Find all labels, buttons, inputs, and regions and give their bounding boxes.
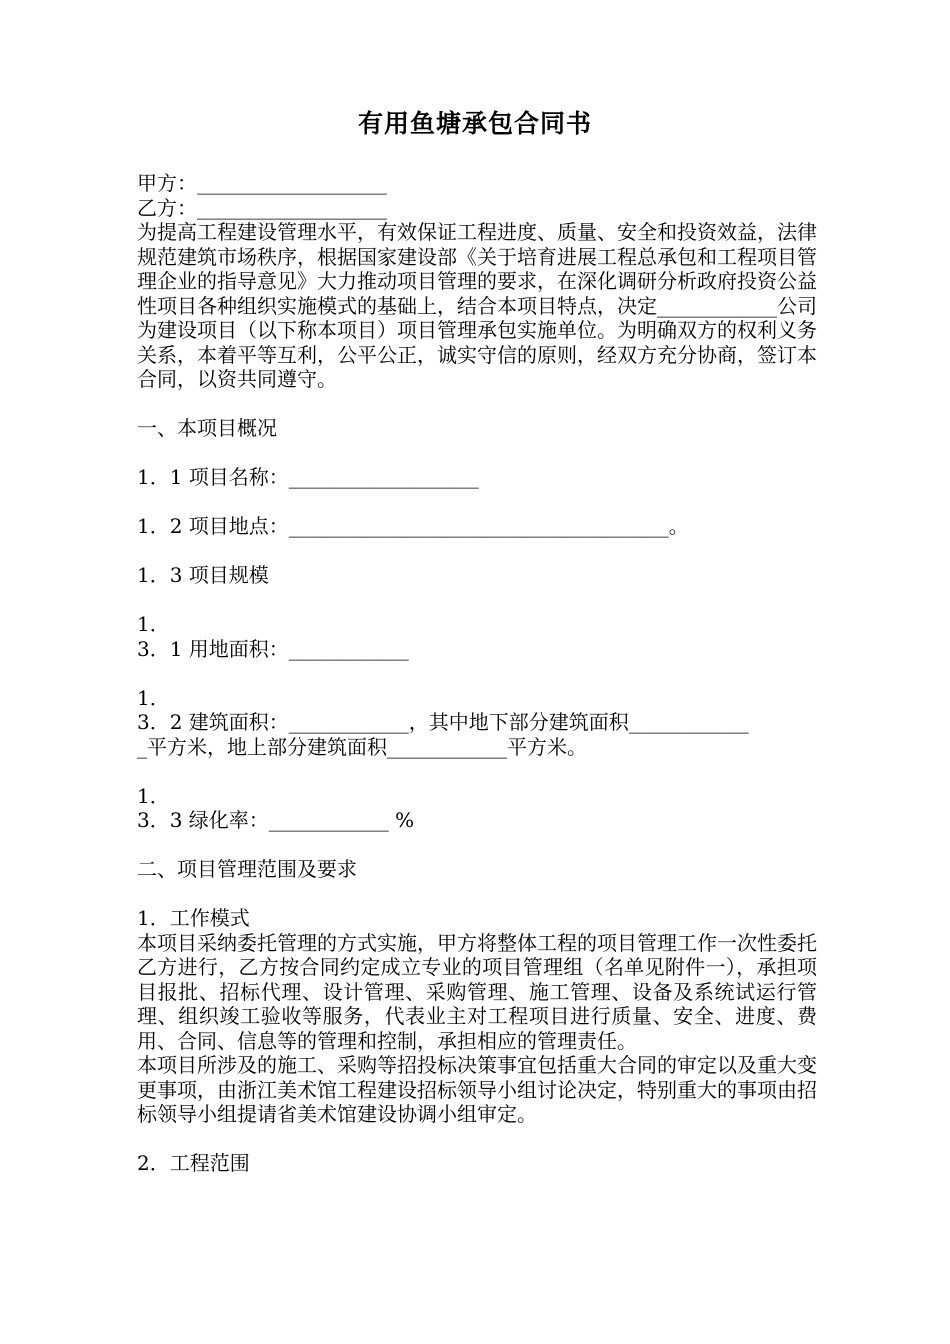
party-b-line: 乙方：___________________: [137, 195, 387, 220]
section-1-heading: 一、本项目概况: [137, 416, 277, 440]
item-1-3-3-prefix: 1．: [137, 783, 170, 808]
item-2-2: 2．工程范围: [137, 1151, 250, 1175]
work-mode-paragraph-1: 本项目采纳委托管理的方式实施，甲方将整体工程的项目管理工作一次性委托乙方进行，乙方按合同约定成立专业的项目管理组（名单见附件一），承担项目报批、招标代理、设计管理、采购管理、施工管理、设备及系统试运行管理、组织竣工验收等服务，代表业主对工程项目进行质量、安全、进度、费用、合同、信息等的管理和控制，承担相应的管理责任。: [137, 930, 817, 1053]
work-mode-paragraph-2: 本项目所涉及的施工、采购等招投标决策事宜包括重大合同的审定以及重大变更事项，由浙江美术馆工程建设招标领导小组讨论决定，特别重大的事项由招标领导小组提请省美术馆建设协调小组审定。: [137, 1053, 817, 1126]
document-title: 有用鱼塘承包合同书: [357, 109, 592, 138]
document-body: [137, 171, 817, 1176]
item-1-3-2-cont: _平方米，地上部分建筑面积____________平方米。: [137, 734, 587, 759]
item-2-1: 1．工作模式: [137, 906, 250, 930]
section-2-heading: 二、项目管理范围及要求: [137, 857, 357, 881]
intro-paragraph: 为提高工程建设管理水平，有效保证工程进度、质量、安全和投资效益，法律规范建筑市场秩序，根据国家建设部《关于培育进展工程总承包和工程项目管理企业的指导意见》大力推动项目管理的要求，在深化调研分析政府投资公益性项目各种组织实施模式的基础上，结合本项目特点，决定____________公司为建设项目（以下称本项目）项目管理承包实施单位。为明确双方的权利义务关系，本着平等互利，公平公正，诚实守信的原则，经双方充分协商，签订本合同，以资共同遵守。: [137, 220, 817, 391]
item-1-3-1: 3．1 用地面积：____________: [137, 636, 409, 661]
item-1-3-2-prefix: 1．: [137, 685, 170, 710]
item-1-3-3: 3．3 绿化率：____________ %: [137, 808, 415, 832]
party-a-line: 甲方：___________________: [137, 171, 387, 195]
item-1-3: 1．3 项目规模: [137, 563, 269, 587]
item-1-3-1-prefix: 1．: [137, 612, 170, 636]
item-1-1: 1．1 项目名称：___________________: [137, 465, 479, 489]
item-1-3-2: 3．2 建筑面积：____________，其中地下部分建筑面积____________: [137, 710, 749, 734]
item-1-2: 1．2 项目地点：______________________________________。: [137, 514, 689, 538]
